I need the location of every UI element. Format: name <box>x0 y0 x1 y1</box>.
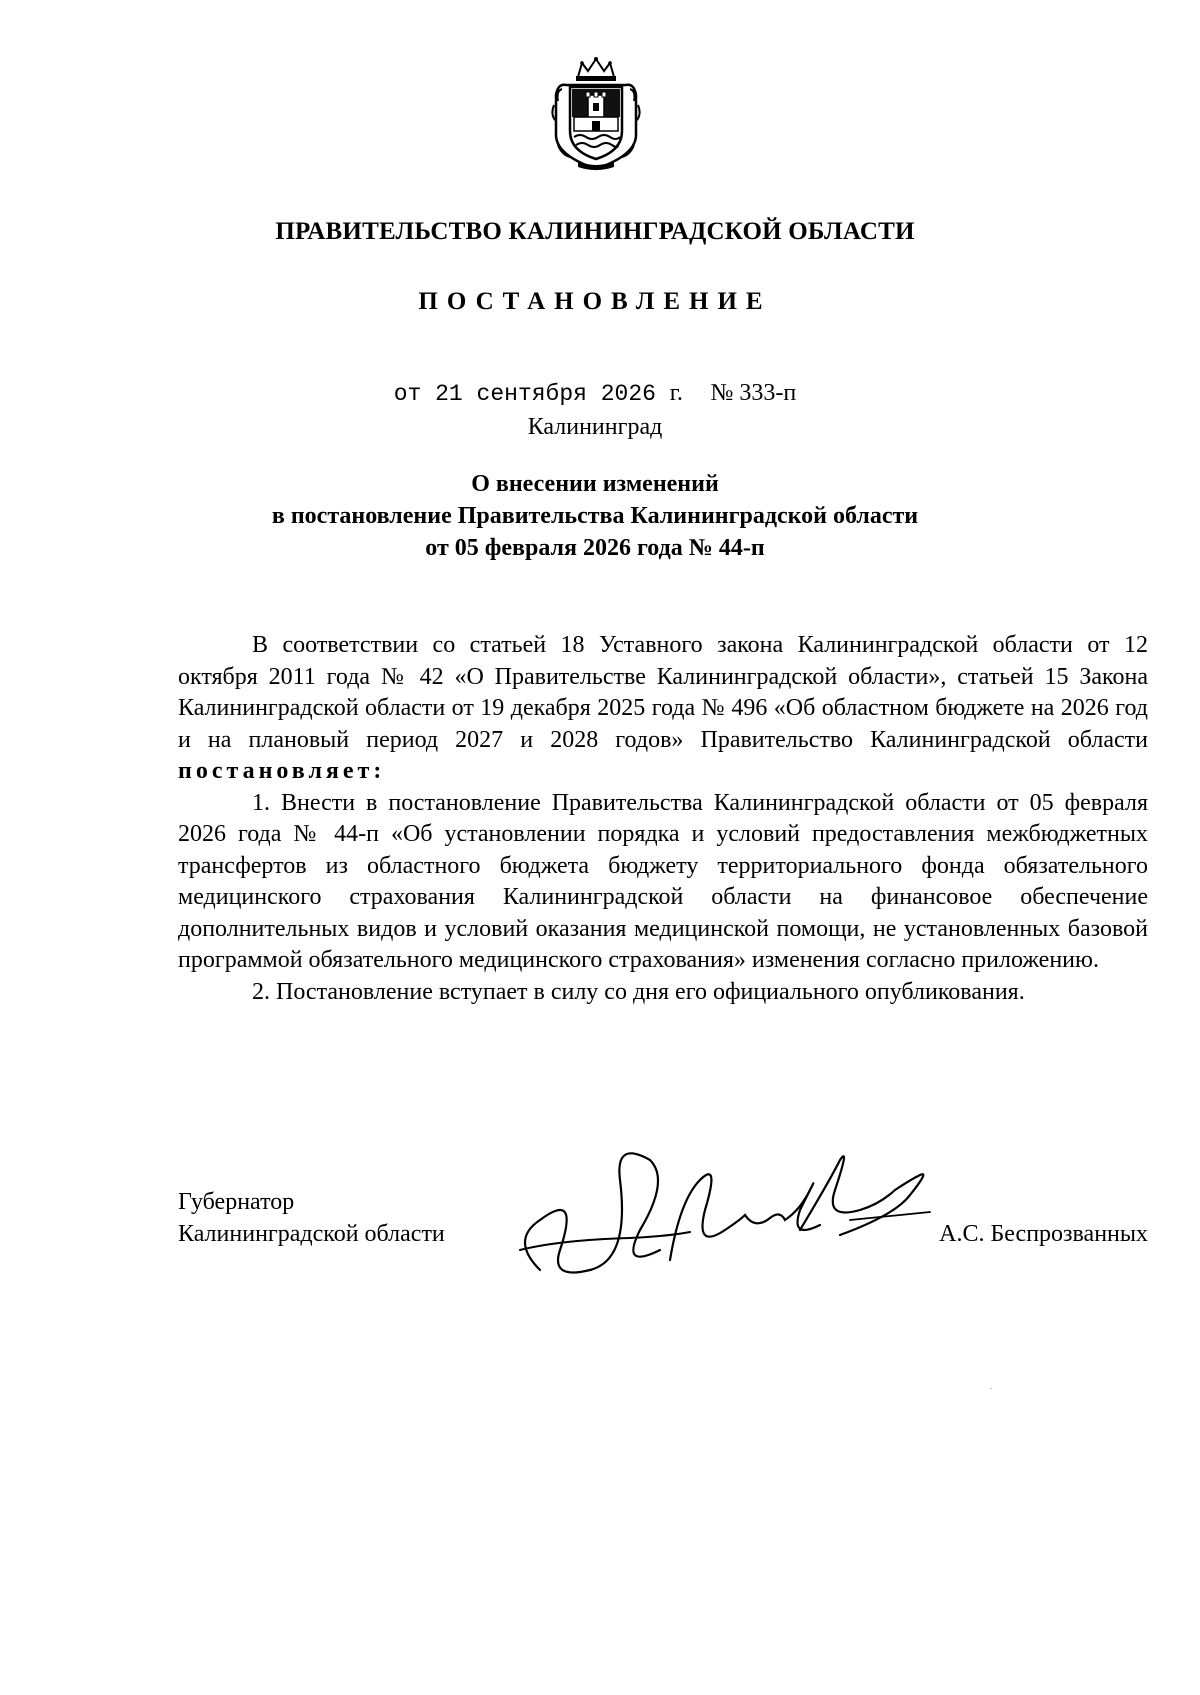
subject-line-3: от 05 февраля 2026 года № 44-п <box>425 535 765 561</box>
document-body <box>178 630 1148 1008</box>
item-2-paragraph: 2. Постановление вступает в силу со дня его официального опубликования. <box>252 978 1025 1005</box>
preamble-paragraph <box>178 630 1148 788</box>
preamble-text: В соответствии со статьей 18 Уставного закона Калининградской области от 12 октября 2011 года № 42 «О Правительстве Калининградской области», статьей 15 Закона Калининградской области от 19 декабря 2025 года № 496 «Об областном бюджете на 2026 год и на плановый период 2027 и 2028 годов» Правительство Калининградской области <box>178 632 1148 753</box>
document-date: от 21 сентября 2026 <box>393 381 656 407</box>
document-number: № 333-п <box>710 380 797 406</box>
signatory-title <box>178 1186 578 1250</box>
document-subject <box>0 468 1190 564</box>
government-title: ПРАВИТЕЛЬСТВО КАЛИНИНГРАДСКОЙ ОБЛАСТИ <box>275 218 915 245</box>
subject-line-1: О внесении изменений <box>471 471 719 497</box>
subject-line-2: в постановление Правительства Калининградской области <box>271 503 919 529</box>
document-type: ПОСТАНОВЛЕНИЕ <box>418 288 772 315</box>
decree-word: постановляет: <box>178 758 386 784</box>
scan-speck <box>990 1388 992 1389</box>
signatory-title-line-1: Губернатор <box>178 1189 295 1215</box>
document-year-suffix: г. <box>669 380 683 406</box>
kaliningrad-coat-of-arms-icon <box>548 55 644 173</box>
item-1-paragraph: 1. Внести в постановление Правительства Калининградской области от 05 февраля 2026 года № 44-п «Об установлении порядка и условий предоставления межбюджетных трансфертов из областного бюджета бюджету территориального фонда обязательного медицинского страхования Калининградской области на финансовое обеспечение дополнительных видов и условий оказания медицинской помощи, не установленных базовой программой обязательного медицинского страхования» изменения согласно приложению. <box>178 789 1148 973</box>
document-city: Калининград <box>527 414 663 440</box>
signatory-title-line-2: Калининградской области <box>178 1221 445 1247</box>
signatory-name: А.С. Беспрозванных <box>939 1221 1148 1247</box>
date-and-number <box>0 380 1190 407</box>
